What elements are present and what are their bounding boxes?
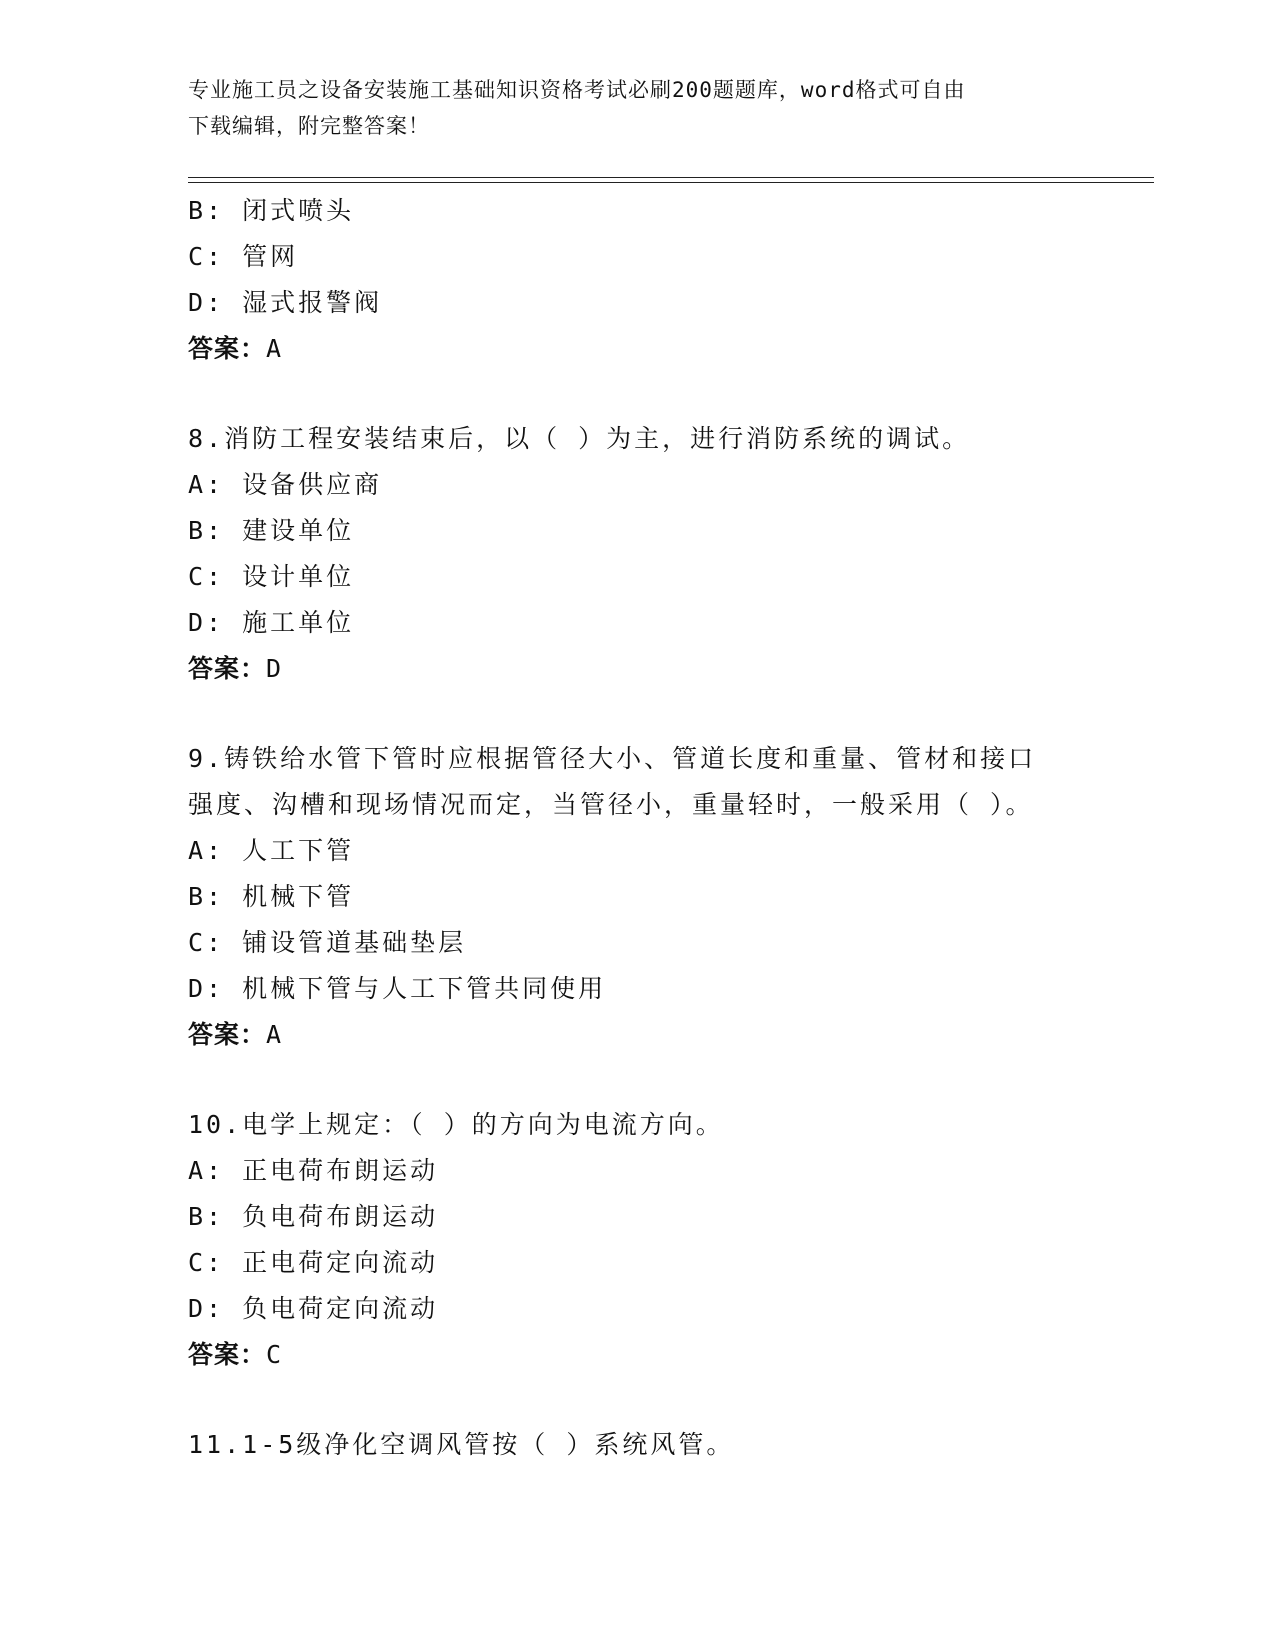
answer-line [188,646,1154,692]
option-line: D: 机械下管与人工下管共同使用 [188,974,607,1003]
header-line-1: 专业施工员之设备安装施工基础知识资格考试必刷200题题库，word格式可自由 [188,78,966,102]
option-line: C: 管网 [188,242,299,271]
option-line: C: 铺设管道基础垫层 [188,928,467,957]
option-line: C: 正电荷定向流动 [188,1248,439,1277]
answer-line [188,1332,1154,1378]
option-line: C: 设计单位 [188,562,355,591]
answer-value: A [266,334,283,363]
answer-line [188,326,1154,372]
document-header [188,72,1088,144]
question-stem: 10.电学上规定：（ ）的方向为电流方向。 [188,1110,724,1139]
option-line: D: 负电荷定向流动 [188,1294,439,1323]
answer-value: A [266,1020,283,1049]
question-list [188,188,1154,1468]
header-rule-top [188,177,1154,178]
question-stem: 9.铸铁给水管下管时应根据管径大小、管道长度和重量、管材和接口 [188,744,1037,773]
option-line: B: 机械下管 [188,882,355,911]
header-rule-bottom [188,182,1154,183]
option-line: D: 湿式报警阀 [188,288,383,317]
option-line: A: 设备供应商 [188,470,383,499]
option-line: D: 施工单位 [188,608,355,637]
header-line-2: 下载编辑，附完整答案！ [188,114,430,138]
answer-value: C [266,1340,283,1369]
option-line: A: 人工下管 [188,836,355,865]
option-line: B: 负电荷布朗运动 [188,1202,439,1231]
question-stem: 11.1-5级净化空调风管按（ ）系统风管。 [188,1430,735,1459]
option-line: B: 建设单位 [188,516,355,545]
answer-line [188,1012,1154,1058]
answer-label: 答案： [188,654,267,683]
option-line: A: 正电荷布朗运动 [188,1156,439,1185]
question-stem: 8.消防工程安装结束后，以（ ）为主，进行消防系统的调试。 [188,424,971,453]
answer-label: 答案： [188,1340,267,1369]
answer-label: 答案： [188,334,267,363]
answer-value: D [266,654,283,683]
answer-label: 答案： [188,1020,267,1049]
question-stem: 强度、沟槽和现场情况而定，当管径小，重量轻时，一般采用（ ）。 [188,790,1034,819]
option-line: B: 闭式喷头 [188,196,355,225]
